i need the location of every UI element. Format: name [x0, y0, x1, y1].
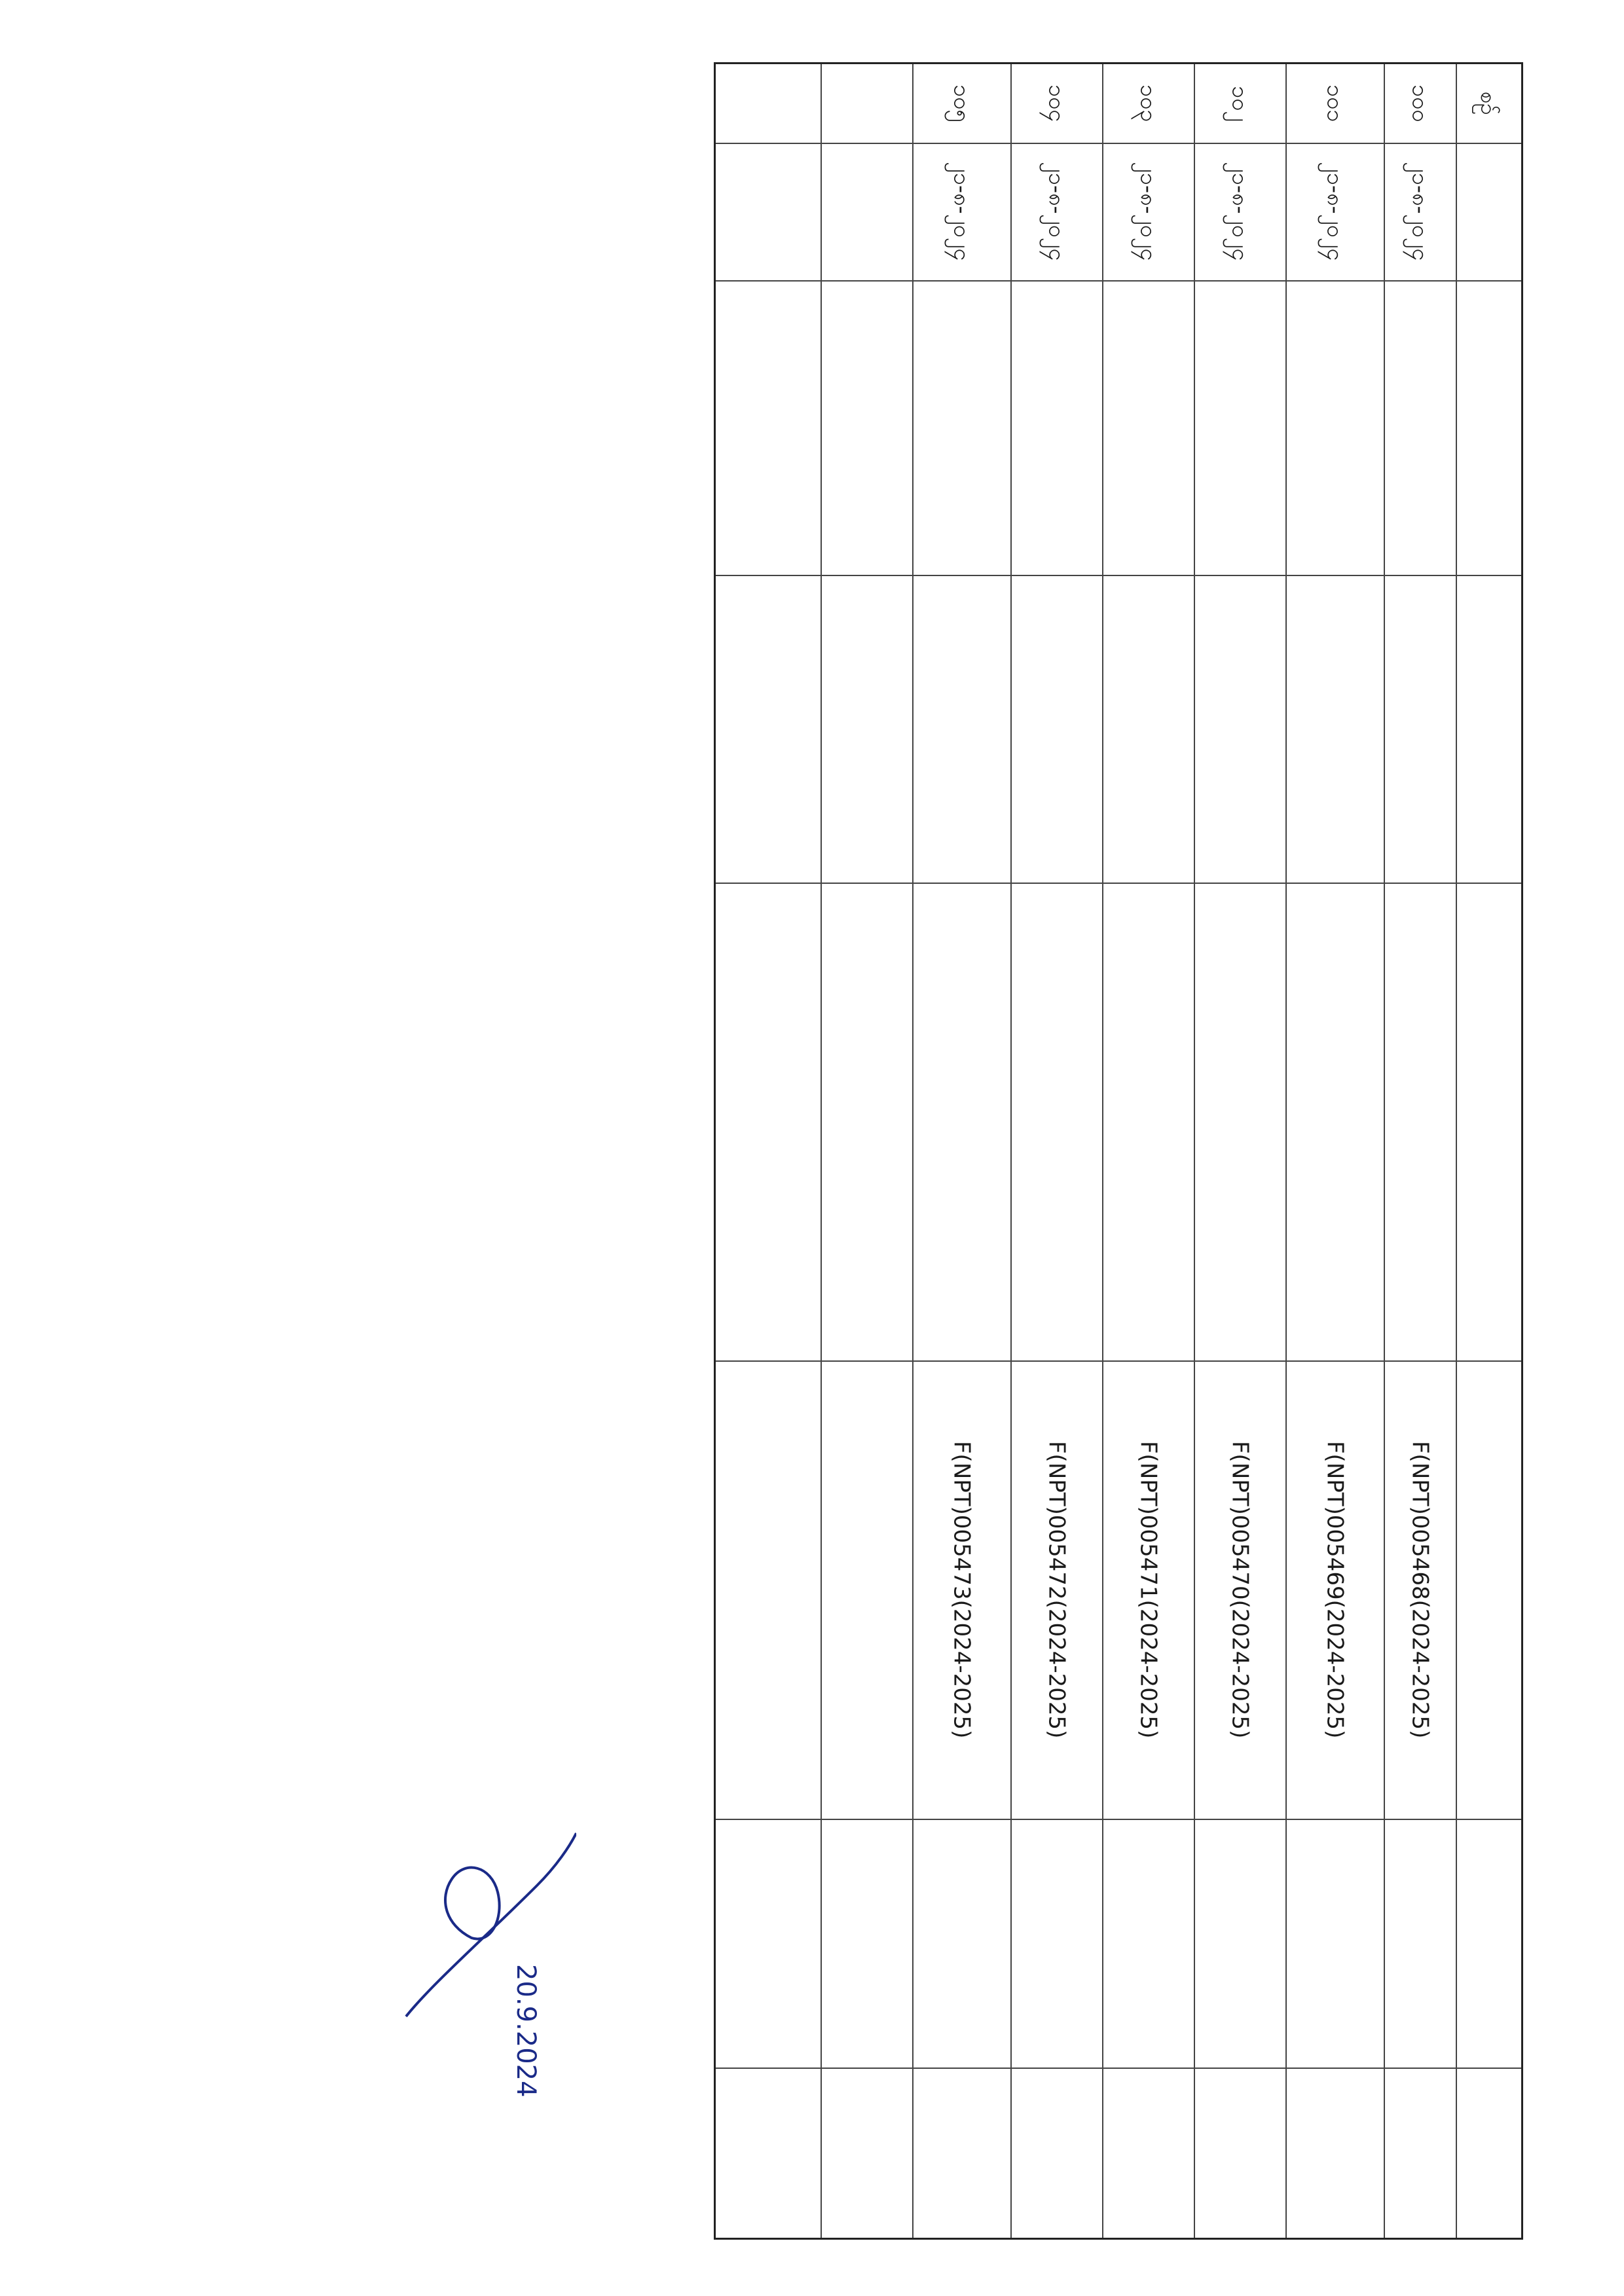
cell-address	[1285, 575, 1384, 883]
cell-township	[1102, 1819, 1194, 2068]
official-stamp	[236, 1689, 380, 2095]
cell-location	[1102, 883, 1194, 1360]
cell-remark	[1010, 2068, 1102, 2238]
cell-name	[1285, 280, 1384, 575]
cell-remark	[1194, 2068, 1285, 2238]
header-extra	[716, 2068, 821, 2238]
cell-address	[1102, 575, 1194, 883]
cell-location	[1010, 883, 1102, 1360]
cell-reference: F(NPT)005472(2024-2025)	[1043, 1440, 1070, 1739]
cell-reference: F(NPT)005473(2024-2025)	[948, 1440, 975, 1739]
handwritten-signature	[393, 1768, 576, 2043]
cell-no: ၁၀၅	[948, 84, 975, 122]
header-name	[1456, 280, 1521, 575]
cell-township	[1285, 1819, 1384, 2068]
header-location	[1456, 883, 1521, 1360]
cell-reference: F(NPT)005471(2024-2025)	[1135, 1440, 1162, 1739]
header-reference	[1456, 1360, 1521, 1819]
col-divider	[821, 64, 822, 2238]
cell-address	[1384, 575, 1456, 883]
cell-township	[912, 1819, 1010, 2068]
cell-date: ၂၁-၈-၂၀၂၄	[1407, 162, 1433, 261]
cell-no: ၁၀၁	[1321, 84, 1348, 122]
cell-date: ၂၁-၈-၂၀၂၄	[1043, 162, 1070, 261]
register-table	[714, 62, 1523, 2240]
cell-no: ၁၀၂	[1227, 85, 1253, 122]
header-address	[1456, 575, 1521, 883]
cell-location	[912, 883, 1010, 1360]
cell-location	[1384, 883, 1456, 1360]
cell-name	[912, 280, 1010, 575]
cell-township	[1010, 1819, 1102, 2068]
cell-remark	[1102, 2068, 1194, 2238]
cell-address	[912, 575, 1010, 883]
cell-remark	[912, 2068, 1010, 2238]
cell-no: ၁၀၃	[1135, 84, 1162, 122]
cell-township	[1384, 1819, 1456, 2068]
header-no: စဉ်	[1476, 92, 1501, 115]
cell-address	[1010, 575, 1102, 883]
cell-remark	[1285, 2068, 1384, 2238]
cell-reference: F(NPT)005469(2024-2025)	[1321, 1440, 1348, 1739]
cell-township	[1194, 1819, 1285, 2068]
signature-date: 20.9.2024	[511, 1964, 541, 2098]
cell-name	[1384, 280, 1456, 575]
cell-reference: F(NPT)005470(2024-2025)	[1227, 1440, 1253, 1739]
cell-no: ၁၀၄	[1043, 84, 1070, 122]
cell-name	[1010, 280, 1102, 575]
header-date	[1456, 143, 1521, 280]
cell-date: ၂၁-၈-၂၀၂၄	[1321, 162, 1348, 261]
cell-location	[1285, 883, 1384, 1360]
cell-name	[1194, 280, 1285, 575]
cell-reference: F(NPT)005468(2024-2025)	[1407, 1440, 1433, 1739]
page-title	[1559, 131, 1578, 1964]
cell-name	[1102, 280, 1194, 575]
header-remark	[1456, 2068, 1521, 2238]
cell-no: ၁၀၀	[1407, 84, 1433, 122]
cell-remark	[1384, 2068, 1456, 2238]
cell-location	[1194, 883, 1285, 1360]
header-township	[1456, 1819, 1521, 2068]
cell-date: ၂၁-၈-၂၀၂၄	[1227, 162, 1253, 261]
cell-address	[1194, 575, 1285, 883]
cell-date: ၂၁-၈-၂၀၂၄	[948, 162, 975, 261]
cell-date: ၂၁-၈-၂၀၂၄	[1135, 162, 1162, 261]
